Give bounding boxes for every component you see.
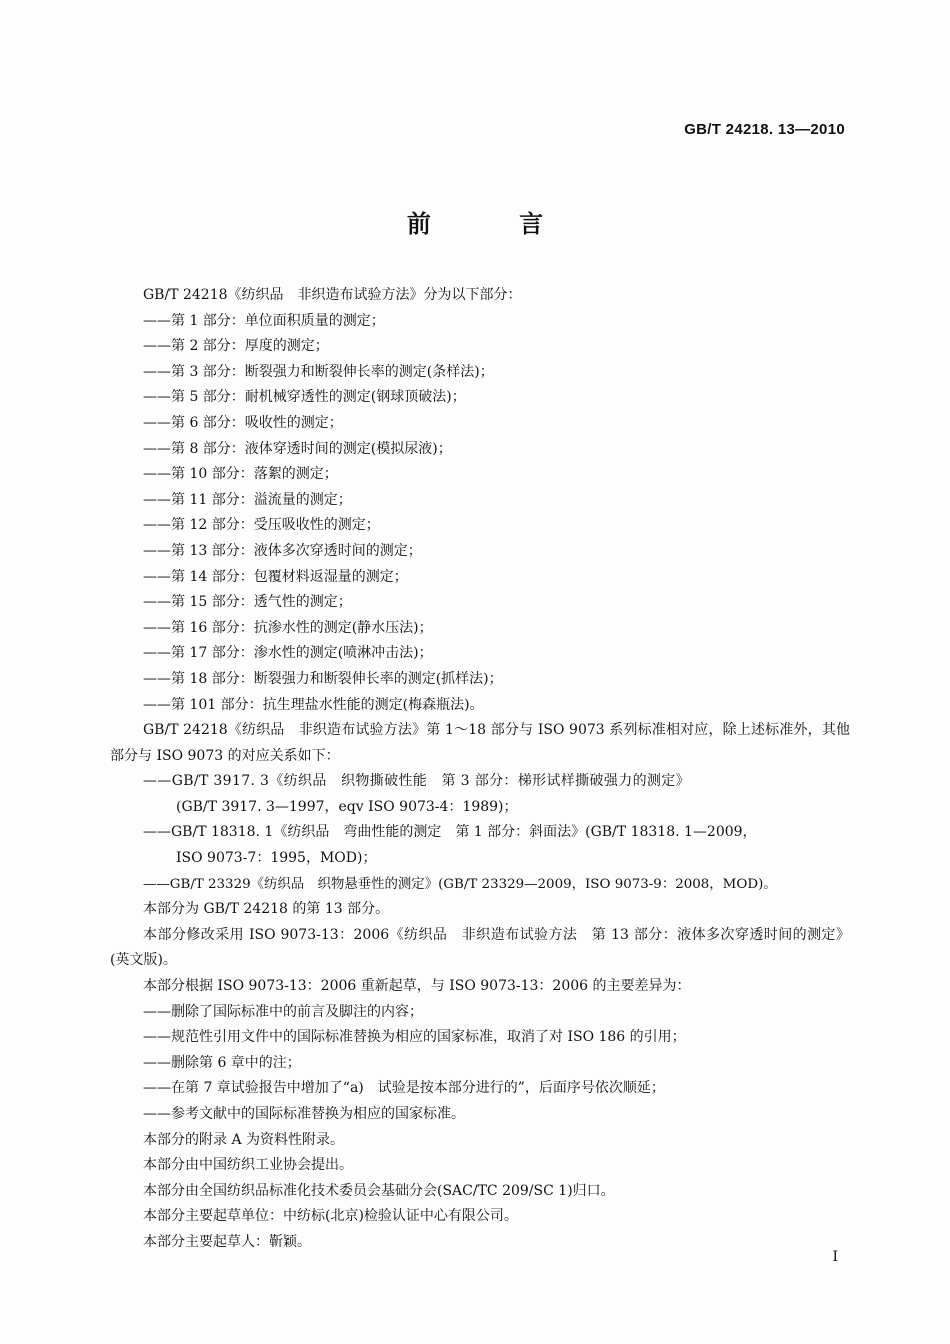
part-item: ——第 101 部分：抗生理盐水性能的测定(梅森瓶法)。 (143, 696, 484, 713)
part-item: ——第 2 部分：厚度的测定； (143, 338, 329, 355)
committee-statement: 本部分由全国纺织品标准化技术委员会基础分会(SAC/TC 209/SC 1)归口。 (143, 1182, 615, 1199)
intro-paragraph: GB/T 24218《纺织品 非织造布试验方法》分为以下部分： (143, 287, 522, 303)
proposer-statement: 本部分由中国纺织工业协会提出。 (143, 1157, 353, 1174)
part-item: ——第 1 部分：单位面积质量的测定； (143, 312, 385, 329)
difference-item: ——删除了国际标准中的前言及脚注的内容； (143, 1003, 423, 1020)
adoption-paragraph: 本部分修改采用 ISO 9073-13：2006《纺织品 非织造布试验方法 第 13 部分：液体多次穿透时间的测定》(英文版)。 (110, 926, 850, 969)
part-item: ——第 11 部分：溢流量的测定； (143, 491, 352, 508)
difference-item: ——在第 7 章试验报告中增加了“a) 试验是按本部分进行的”，后面序号依次顺延； (143, 1080, 665, 1097)
drafting-unit-statement: 本部分主要起草单位：中纺标(北京)检验认证中心有限公司。 (143, 1208, 518, 1225)
corr-item-continuation: ISO 9073-7：1995，MOD)； (176, 850, 377, 867)
part-item: ——第 15 部分：透气性的测定； (143, 594, 352, 611)
part-item: ——第 5 部分：耐机械穿透性的测定(钢球顶破法)； (143, 389, 466, 406)
part-item: ——第 3 部分：断裂强力和断裂伸长率的测定(条样法)； (143, 363, 494, 380)
correspondence-paragraph: GB/T 24218《纺织品 非织造布试验方法》第 1～18 部分与 ISO 9073 系列标准相对应，除上述标准外，其他部分与 ISO 9073 的对应关系如下： (110, 722, 850, 764)
part-item: ——第 18 部分：断裂强力和断裂伸长率的测定(抓样法)； (143, 670, 503, 687)
corr-item-continuation: (GB/T 3917. 3—1997，eqv ISO 9073-4：1989)； (176, 798, 518, 815)
part-item: ——第 8 部分：液体穿透时间的测定(模拟尿液)； (143, 440, 452, 457)
foreword-body (110, 283, 850, 1256)
corr-item-line: ——GB/T 23329《纺织品 织物悬垂性的测定》(GB/T 23329—2009，ISO 9073-9：2008，MOD)。 (143, 876, 777, 892)
drafter-statement: 本部分主要起草人：靳颖。 (143, 1233, 311, 1250)
part-item: ——第 13 部分：液体多次穿透时间的测定； (143, 542, 422, 559)
part-item: ——第 6 部分：吸收性的测定； (143, 414, 343, 431)
corr-item-line: ——GB/T 3917. 3《纺织品 织物撕破性能 第 3 部分：梯形试样撕破强力的测定》 (143, 773, 690, 790)
part-item: ——第 17 部分：渗水性的测定(喷淋冲击法)； (143, 645, 433, 662)
page-title: 前 言 (406, 209, 584, 238)
part-item: ——第 10 部分：落絮的测定； (143, 466, 338, 483)
differences-intro: 本部分根据 ISO 9073-13：2006 重新起草，与 ISO 9073-13：2006 的主要差异为： (143, 978, 691, 995)
part-item: ——第 12 部分：受压吸收性的测定； (143, 517, 380, 534)
annex-statement: 本部分的附录 A 为资料性附录。 (143, 1131, 345, 1148)
difference-item: ——删除第 6 章中的注； (143, 1054, 301, 1071)
part-item: ——第 14 部分：包覆材料返湿量的测定； (143, 568, 408, 585)
difference-item: ——规范性引用文件中的国际标准替换为相应的国家标准，取消了对 ISO 186 的引用； (143, 1029, 686, 1046)
part-item: ——第 16 部分：抗渗水性的测定(静水压法)； (143, 619, 433, 636)
corr-item-line: ——GB/T 18318. 1《纺织品 弯曲性能的测定 第 1 部分：斜面法》(GB/T 18318. 1—2009， (143, 824, 757, 841)
part-statement: 本部分为 GB/T 24218 的第 13 部分。 (143, 901, 390, 918)
difference-item: ——参考文献中的国际标准替换为相应的国家标准。 (143, 1106, 465, 1122)
page-number: I (832, 1249, 838, 1265)
standard-number: GB/T 24218. 13—2010 (684, 121, 845, 138)
